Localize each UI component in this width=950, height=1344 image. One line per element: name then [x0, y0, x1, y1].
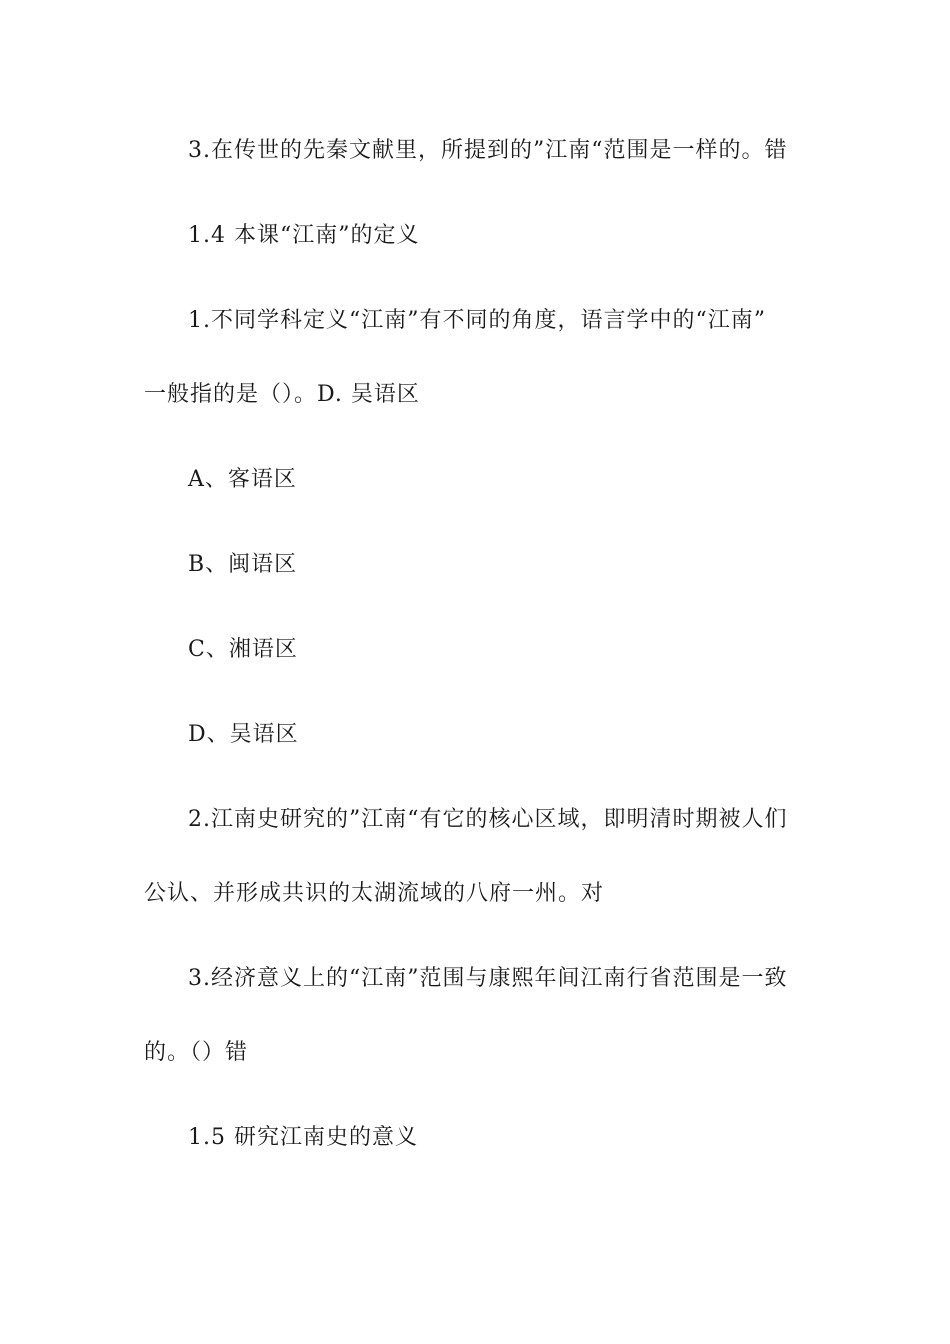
- question-text-continued: 公认、并形成共识的太湖流域的八府一州。对: [144, 881, 605, 906]
- question-text-continued: 的。（）错: [144, 1040, 249, 1065]
- question-text: 1.不同学科定义“江南”有不同的角度，语言学中的“江南”: [188, 308, 766, 333]
- question-text: 3.在传世的先秦文献里，所提到的”江南“范围是一样的。错: [188, 138, 788, 163]
- section-heading: 1.4 本课“江南”的定义: [188, 223, 420, 248]
- answer-option: B、闽语区: [188, 552, 298, 577]
- answer-option: C、湘语区: [188, 637, 298, 662]
- answer-option: A、客语区: [188, 467, 297, 492]
- question-text: 2.江南史研究的”江南“有它的核心区域，即明清时期被人们: [188, 807, 788, 832]
- question-text: 3.经济意义上的“江南”范围与康熙年间江南行省范围是一致: [188, 966, 788, 991]
- question-text-continued: 一般指的是（）。D. 吴语区: [144, 382, 420, 407]
- section-heading: 1.5 研究江南史的意义: [188, 1125, 418, 1150]
- answer-option: D、吴语区: [188, 722, 299, 747]
